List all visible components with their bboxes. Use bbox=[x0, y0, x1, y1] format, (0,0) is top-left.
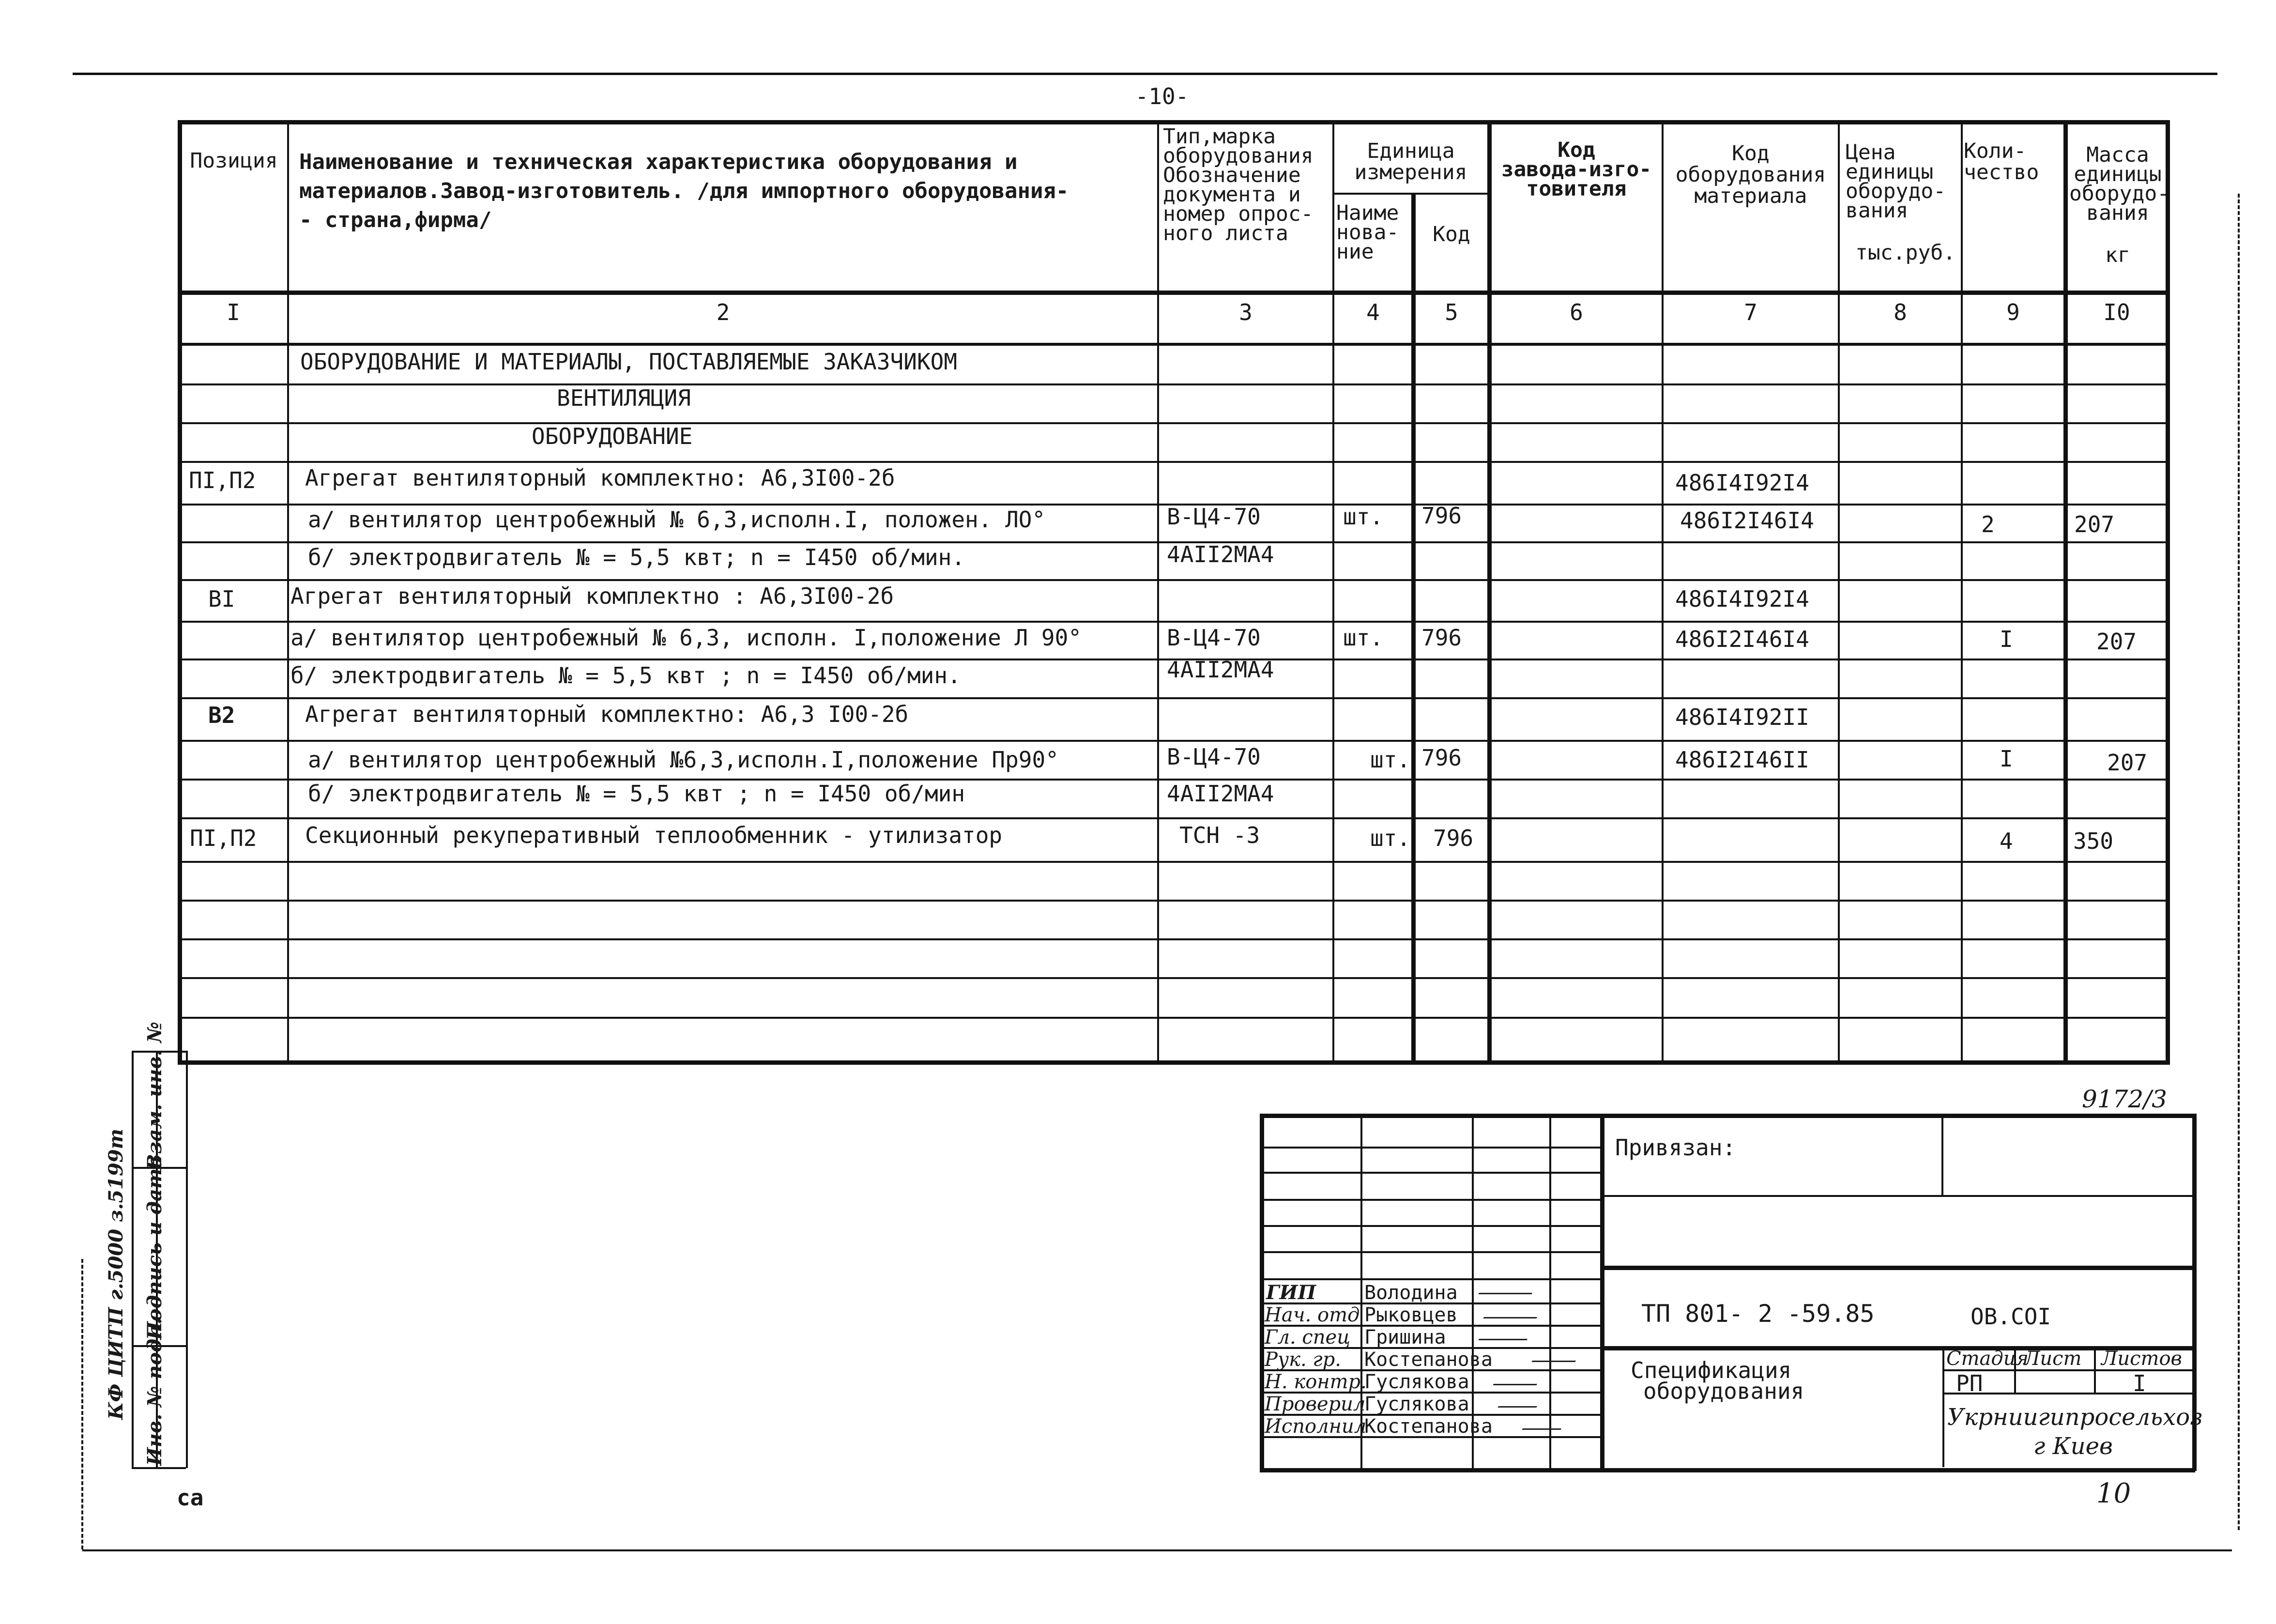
name-nach-otd: Рыковцев bbox=[1364, 1304, 1458, 1326]
signature-mark bbox=[1478, 1283, 1538, 1294]
row-code: 486I2I46II bbox=[1675, 747, 1809, 773]
row-name: а/ вентилятор центробежный № 6,3,исполн.I, положен. ЛО° bbox=[308, 506, 1046, 533]
row-type: 4АII2МА4 bbox=[1167, 657, 1274, 683]
colnum-5: 5 bbox=[1445, 299, 1458, 325]
colnum-10: I0 bbox=[2103, 299, 2130, 325]
name-gip: Володина bbox=[1364, 1282, 1458, 1304]
side-stamp-code: КФ ЦИТП г.5000 з.5199т bbox=[105, 1129, 127, 1420]
row-position: В2 bbox=[208, 702, 235, 728]
sheets-value: I bbox=[2133, 1370, 2146, 1396]
row-mass: 207 bbox=[2074, 511, 2115, 537]
row-line bbox=[178, 740, 2170, 742]
side-label-replace: Взам. инв. № bbox=[143, 1022, 166, 1170]
header-type: Тип,марка оборудования Обозначение документа и номер опрос- ного листа bbox=[1163, 124, 1314, 245]
role-gip: ГИП bbox=[1266, 1281, 1316, 1304]
signature-mark bbox=[1493, 1374, 1543, 1385]
col-sep-5 bbox=[1487, 120, 1492, 1062]
sheets-label: Листов bbox=[2101, 1348, 2182, 1370]
row-type: 4АII2МА4 bbox=[1167, 541, 1274, 567]
stage-label: Стадия bbox=[1946, 1348, 2029, 1370]
role-ispolnil: Исполнил bbox=[1265, 1415, 1367, 1438]
name-proveril: Гуслякова bbox=[1364, 1393, 1469, 1415]
doc-code: ТП 801- 2 -59.85 bbox=[1641, 1300, 1875, 1328]
col-sep-9 bbox=[2063, 120, 2068, 1062]
colnum-bottom-line bbox=[178, 343, 2170, 346]
row-type: В-Ц4-70 bbox=[1167, 744, 1261, 770]
row-position: ПI,П2 bbox=[189, 467, 256, 493]
doc-title-line-2: оборудования bbox=[1643, 1378, 1804, 1404]
tb-bottom bbox=[1260, 1468, 2195, 1472]
row-type: В-Ц4-70 bbox=[1167, 625, 1261, 651]
name-ispolnil: Костепанова bbox=[1364, 1415, 1493, 1438]
table-bottom-border bbox=[178, 1060, 2170, 1065]
row-name: а/ вентилятор центробежный № 6,3, исполн. I,положение Л 90° bbox=[290, 625, 1082, 651]
name-n-kontr: Гуслякова bbox=[1364, 1371, 1469, 1393]
colnum-1: I bbox=[227, 299, 240, 325]
row-name: б/ электродвигатель № = 5,5 квт ; n = I450 об/мин bbox=[308, 781, 965, 807]
row-unit: шт. bbox=[1370, 747, 1411, 773]
sheet-code: ОВ.СОI bbox=[1970, 1303, 2051, 1330]
row-position: ПI,П2 bbox=[190, 825, 257, 851]
row-unit-code: 796 bbox=[1433, 825, 1474, 851]
row-line bbox=[178, 1017, 2170, 1019]
row-unit: шт. bbox=[1370, 825, 1411, 851]
row-code: 486I2I46I4 bbox=[1680, 507, 1814, 534]
row-line bbox=[178, 900, 2170, 902]
row-type: ТСН -3 bbox=[1179, 822, 1260, 848]
stage-value: РП bbox=[1956, 1370, 1983, 1396]
table-left-border bbox=[178, 120, 182, 1062]
col-sep-3 bbox=[1332, 120, 1334, 1062]
tb-row bbox=[1260, 1251, 1600, 1253]
col-sep-1 bbox=[287, 120, 289, 1062]
col-sep-4 bbox=[1411, 193, 1416, 1062]
role-ruk-gr: Рук. гр. bbox=[1265, 1348, 1341, 1371]
sheet-label: Лист bbox=[2024, 1348, 2082, 1370]
top-frame-line bbox=[73, 73, 2217, 75]
row-name: Агрегат вентиляторный комплектно : А6,3I00-2б bbox=[290, 583, 894, 609]
tb-left bbox=[1260, 1114, 1264, 1471]
colnum-2: 2 bbox=[716, 299, 730, 325]
colnum-6: 6 bbox=[1570, 299, 1583, 325]
row-mass: 207 bbox=[2096, 628, 2137, 655]
side-stamp-right bbox=[186, 1051, 188, 1468]
header-unit-code: Код bbox=[1433, 222, 1470, 246]
page-number: -10- bbox=[1135, 83, 1189, 109]
header-unit-name: Наиме нова- ние bbox=[1336, 201, 1399, 264]
tb-row bbox=[1260, 1278, 1600, 1280]
colnum-4: 4 bbox=[1366, 299, 1380, 325]
role-proveril: Проверил bbox=[1265, 1393, 1366, 1415]
table-right-border bbox=[2166, 120, 2170, 1062]
org-city: г Киев bbox=[2033, 1433, 2113, 1460]
row-quantity: I bbox=[2000, 626, 2013, 652]
colnum-9: 9 bbox=[2006, 299, 2020, 325]
signature-mark bbox=[1478, 1329, 1533, 1340]
row-line bbox=[178, 422, 2170, 424]
row-name: Агрегат вентиляторный комплектно: А6,3I00-2б bbox=[305, 465, 895, 491]
row-line bbox=[178, 977, 2170, 979]
name-ruk-gr: Костепанова bbox=[1364, 1348, 1493, 1371]
row-code: 486I4I92II bbox=[1675, 704, 1809, 730]
col-sep-2 bbox=[1157, 120, 1159, 1062]
row-mass: 350 bbox=[2073, 828, 2114, 854]
row-type: 4АII2МА4 bbox=[1167, 781, 1274, 807]
col-sep-7 bbox=[1838, 120, 1840, 1062]
tb-row bbox=[1260, 1172, 1600, 1174]
col-sep-6 bbox=[1662, 120, 1664, 1062]
row-name: а/ вентилятор центробежный №6,3,исполн.I,положение Пр90° bbox=[308, 747, 1059, 773]
signature-mark bbox=[1483, 1307, 1543, 1318]
row-line bbox=[178, 621, 2170, 623]
row-unit-code: 796 bbox=[1421, 745, 1462, 771]
signature-mark bbox=[1522, 1419, 1567, 1430]
header-unit: Единица измерения bbox=[1354, 139, 1467, 184]
row-position: ВI bbox=[208, 586, 235, 612]
role-nach-otd: Нач. отд bbox=[1265, 1304, 1360, 1326]
side-stamp-outer bbox=[132, 1051, 134, 1468]
colnum-3: 3 bbox=[1239, 299, 1253, 325]
row-code: 486I4I92I4 bbox=[1675, 470, 1809, 496]
reg-number: 9172/3 bbox=[2082, 1085, 2167, 1113]
tb-col bbox=[1600, 1114, 1604, 1471]
row-quantity: 2 bbox=[1981, 511, 1995, 537]
header-bottom-line bbox=[178, 291, 2170, 295]
role-n-kontr: Н. контр. bbox=[1265, 1371, 1367, 1393]
signature-mark bbox=[1497, 1396, 1543, 1408]
row-type: В-Ц4-70 bbox=[1167, 504, 1261, 530]
right-frame-line bbox=[2238, 194, 2240, 1530]
doc-title-line-1: Спецификация bbox=[1631, 1357, 1792, 1383]
header-price: Цена единицы оборудо- вания bbox=[1846, 140, 1946, 223]
tb-top bbox=[1260, 1114, 2195, 1118]
footer-left-mark: ca bbox=[177, 1485, 204, 1511]
tb-row bbox=[1260, 1225, 1600, 1227]
row-name: Агрегат вентиляторный комплектно: А6,3 I00-2б bbox=[305, 701, 909, 727]
header-position: Позиция bbox=[190, 149, 278, 173]
row-quantity: I bbox=[2000, 746, 2013, 772]
header-mass: Масса единицы оборудо- вания bbox=[2069, 143, 2170, 225]
bottom-frame-line bbox=[82, 1549, 2232, 1551]
row-name: б/ электродвигатель № = 5,5 квт; n = I450 об/мин. bbox=[308, 544, 965, 570]
org-name: Укрниигипросельхоз bbox=[1947, 1404, 2203, 1431]
row-unit-code: 796 bbox=[1421, 625, 1462, 651]
col-sep-8 bbox=[1961, 120, 1963, 1062]
row-line bbox=[178, 938, 2170, 940]
name-gl-spec: Гришина bbox=[1364, 1326, 1446, 1348]
header-mfr-code: Код завода-изго- товителя bbox=[1501, 138, 1652, 201]
tb-stage-col bbox=[1942, 1346, 1944, 1467]
role-gl-spec: Гл. спец bbox=[1265, 1326, 1351, 1348]
row-name: б/ электродвигатель № = 5,5 квт ; n = I450 об/мин. bbox=[290, 662, 961, 689]
row-code: 486I4I92I4 bbox=[1675, 586, 1809, 612]
tb-right-row bbox=[1600, 1266, 2195, 1270]
row-mass: 207 bbox=[2107, 750, 2148, 776]
side-stamp-bottom bbox=[132, 1467, 186, 1469]
left-frame-line bbox=[81, 1259, 83, 1549]
tb-col bbox=[1549, 1114, 1551, 1471]
colnum-7: 7 bbox=[1744, 299, 1757, 325]
row-line bbox=[178, 579, 2170, 581]
side-label-inventory: Инв. № подл. bbox=[143, 1318, 166, 1466]
tb-row bbox=[1260, 1147, 1600, 1149]
header-mass-unit: кг bbox=[2105, 243, 2130, 267]
header-equip-code: Код оборудования материала bbox=[1675, 141, 1826, 208]
row-quantity: 4 bbox=[2000, 828, 2013, 854]
footer-page-number: 10 bbox=[2096, 1478, 2131, 1509]
row-unit-code: 796 bbox=[1421, 503, 1462, 529]
row-line bbox=[178, 817, 2170, 819]
header-price-unit: тыс.руб. bbox=[1855, 241, 1956, 265]
header-name: Наименование и техническая характеристика оборудования и материалов.Завод-изготовитель. /для импортного оборудования- - страна,фирма/ bbox=[299, 150, 1069, 232]
row-line bbox=[178, 461, 2170, 463]
tb-row bbox=[1260, 1199, 1600, 1201]
row-unit: шт. bbox=[1343, 625, 1384, 651]
row-line bbox=[178, 697, 2170, 699]
tb-right-col bbox=[1941, 1114, 1943, 1195]
row-code: 486I2I46I4 bbox=[1675, 626, 1809, 652]
table-top-border bbox=[178, 120, 2170, 124]
signature-mark bbox=[1531, 1351, 1581, 1362]
row-line bbox=[178, 383, 2170, 385]
row-name: ОБОРУДОВАНИЕ bbox=[532, 423, 693, 449]
row-unit: шт. bbox=[1343, 504, 1384, 530]
header-quantity: Коли- чество bbox=[1964, 139, 2039, 184]
row-name: ВЕНТИЛЯЦИЯ bbox=[557, 385, 691, 411]
attached-label: Привязан: bbox=[1615, 1134, 1736, 1161]
row-name: Секционный рекуперативный теплообменник - утилизатор bbox=[305, 822, 1003, 848]
row-line bbox=[178, 861, 2170, 863]
colnum-8: 8 bbox=[1894, 299, 1907, 325]
tb-right-row bbox=[1600, 1195, 2195, 1197]
row-name: ОБОРУДОВАНИЕ И МАТЕРИАЛЫ, ПОСТАВЛЯЕМЫЕ ЗАКАЗЧИКОМ bbox=[300, 349, 958, 375]
side-label-signature: Подпись и дата bbox=[143, 1155, 166, 1340]
unit-subheader-line bbox=[1332, 193, 1487, 195]
